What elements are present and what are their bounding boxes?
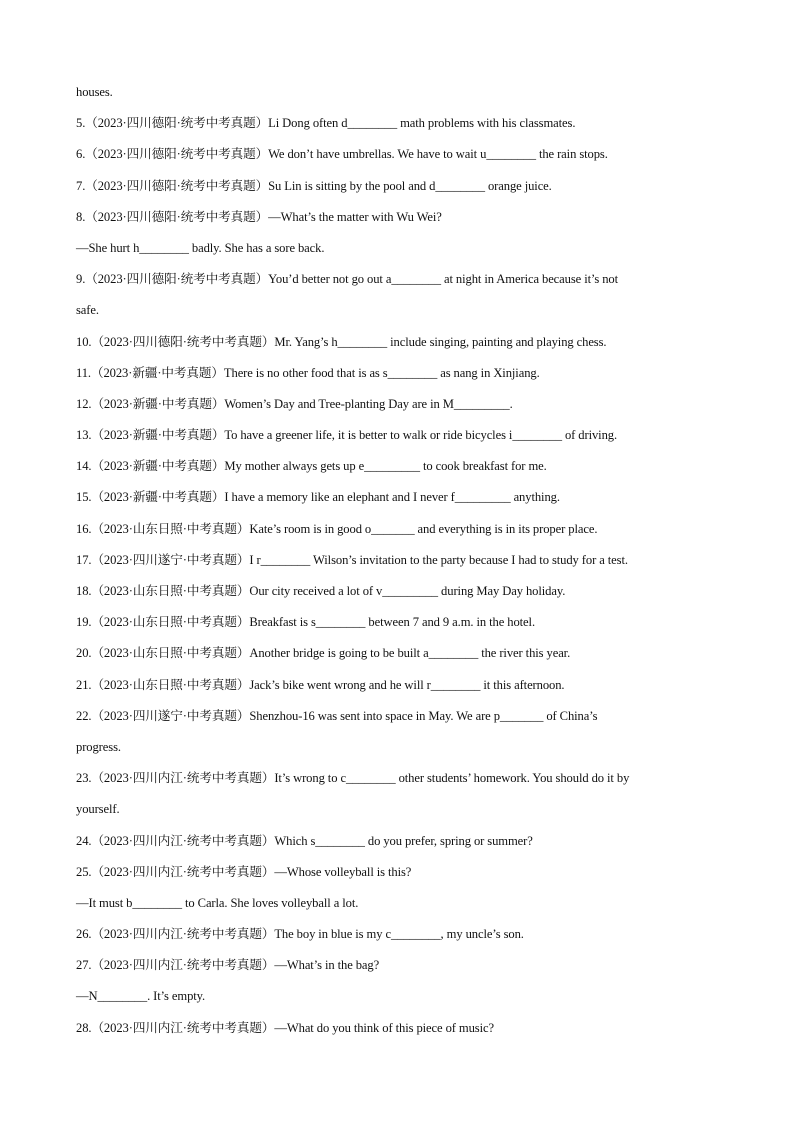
question-23-cont: yourself. [76, 802, 120, 817]
question-14: 14.（2023·新疆·中考真题）My mother always gets up e_________ to cook breakfast for me. [76, 459, 547, 474]
question-20: 20.（2023·山东日照·中考真题）Another bridge is going to be built a________ the river this year. [76, 646, 571, 661]
question-21: 21.（2023·山东日照·中考真题）Jack’s bike went wrong and he will r________ it this afternoon. [76, 677, 565, 692]
question-12: 12.（2023·新疆·中考真题）Women’s Day and Tree-planting Day are in M_________. [76, 396, 513, 411]
question-9: 9.（2023·四川德阳·统考中考真题）You’d better not go out a________ at night in America because it’s not [76, 272, 619, 287]
question-26: 26.（2023·四川内江·统考中考真题）The boy in blue is my c________, my uncle’s son. [76, 927, 524, 942]
question-8-answer: —She hurt h________ badly. She has a sore back. [76, 240, 325, 255]
question-15: 15.（2023·新疆·中考真题）I have a memory like an elephant and I never f_________ anything. [76, 490, 560, 505]
question-24: 24.（2023·四川内江·统考中考真题）Which s________ do you prefer, spring or summer? [76, 833, 533, 848]
question-25-answer: —It must b________ to Carla. She loves volleyball a lot. [76, 895, 359, 910]
worksheet-page [76, 80, 726, 1047]
question-9-cont: safe. [76, 303, 99, 318]
question-25: 25.（2023·四川内江·统考中考真题）—Whose volleyball is this? [76, 864, 412, 879]
question-8: 8.（2023·四川德阳·统考中考真题）—What’s the matter with Wu Wei? [76, 209, 442, 224]
question-27-answer: —N________. It’s empty. [76, 989, 206, 1004]
question-7: 7.（2023·四川德阳·统考中考真题）Su Lin is sitting by the pool and d________ orange juice. [76, 178, 552, 193]
question-10: 10.（2023·四川德阳·统考中考真题）Mr. Yang’s h________ include singing, painting and playing chess. [76, 334, 607, 349]
question-17: 17.（2023·四川遂宁·中考真题）I r________ Wilson’s invitation to the party because I had to study for a test. [76, 552, 628, 567]
question-13: 13.（2023·新疆·中考真题）To have a greener life, it is better to walk or ride bicycles i________ of driving. [76, 428, 618, 443]
question-11: 11.（2023·新疆·中考真题）There is no other food that is as s________ as nang in Xinjiang. [76, 365, 540, 380]
question-23: 23.（2023·四川内江·统考中考真题）It’s wrong to c________ other students’ homework. You should do it by [76, 771, 630, 786]
question-22: 22.（2023·四川遂宁·中考真题）Shenzhou-16 was sent into space in May. We are p_______ of China’s [76, 708, 598, 723]
question-6: 6.（2023·四川德阳·统考中考真题）We don’t have umbrellas. We have to wait u________ the rain stops. [76, 147, 608, 162]
question-18: 18.（2023·山东日照·中考真题）Our city received a lot of v_________ during May Day holiday. [76, 584, 566, 598]
text-line: houses. [76, 85, 113, 99]
question-28: 28.（2023·四川内江·统考中考真题）—What do you think of this piece of music? [76, 1020, 494, 1035]
question-5: 5.（2023·四川德阳·统考中考真题）Li Dong often d________ math problems with his classmates. [76, 116, 576, 131]
question-16: 16.（2023·山东日照·中考真题）Kate’s room is in good o_______ and everything is in its proper place. [76, 521, 598, 536]
question-27: 27.（2023·四川内江·统考中考真题）—What’s in the bag? [76, 958, 380, 973]
question-22-cont: progress. [76, 739, 121, 754]
question-19: 19.（2023·山东日照·中考真题）Breakfast is s________ between 7 and 9 a.m. in the hotel. [76, 615, 535, 630]
